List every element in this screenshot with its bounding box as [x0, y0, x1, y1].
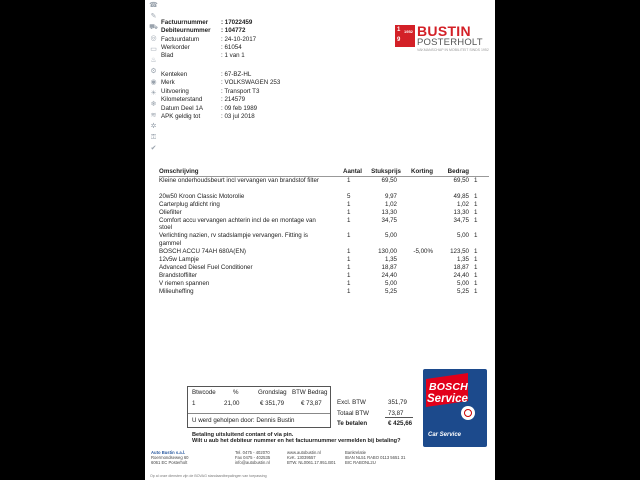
vat-base-value: € 351,79 — [260, 400, 285, 407]
served-by: U werd geholpen door: Dennis Bustin — [192, 417, 295, 424]
item-unit-price: 130,00 — [378, 247, 397, 255]
company-logo — [395, 23, 493, 59]
mileage-value: : 214579 — [221, 96, 246, 103]
battery-icon: ▭ — [150, 46, 157, 53]
item-description: V riemen spannen — [159, 279, 210, 287]
item-amount: 5,25 — [456, 287, 469, 295]
bosch-brand: BOSCH — [429, 381, 468, 393]
item-unit-price: 5,00 — [384, 279, 397, 287]
table-row — [159, 288, 489, 296]
total-vat-value: 73,87 — [388, 409, 404, 417]
item-quantity: 1 — [347, 271, 351, 279]
table-row — [159, 193, 489, 201]
license-plate-label: Kenteken — [161, 70, 188, 78]
footer-fax: Fax 0475 - 402535 — [235, 455, 271, 460]
footer-phone: Tel. 0475 - 402070 — [235, 450, 270, 455]
item-description: Kleine onderhoudsbeurt incl vervangen van brandstof filter — [159, 177, 319, 184]
check-icon: ✔ — [150, 145, 157, 152]
item-rows — [159, 177, 489, 296]
item-vat-code: 1 — [474, 177, 478, 184]
excl-vat-label: Excl. BTW — [337, 399, 366, 406]
item-description: Oliefilter — [159, 208, 182, 216]
logo-city: POSTERHOLT — [417, 37, 483, 48]
vat-code-value: 1 — [192, 400, 196, 407]
item-unit-price: 34,75 — [381, 216, 397, 224]
item-quantity: 1 — [347, 279, 351, 287]
item-quantity: 1 — [347, 177, 351, 184]
item-quantity: 1 — [347, 263, 351, 271]
item-unit-price: 9,97 — [384, 192, 397, 200]
item-vat-code: 1 — [474, 255, 478, 263]
work-order-value: : 61054 — [221, 43, 242, 51]
footer-company-city: 6061 EC Posterholt — [151, 460, 188, 465]
footer-bic: BIC RABONL2U — [345, 460, 376, 465]
table-row — [159, 280, 489, 288]
item-description: Milieuheffing — [159, 287, 194, 295]
header-amount: Bedrag — [447, 168, 469, 175]
footer-iban: IBAN NL51 RABO 0113 5651 31 — [345, 455, 406, 460]
item-quantity: 1 — [347, 287, 351, 295]
item-amount: 1,02 — [456, 200, 469, 208]
totals-underline — [385, 417, 413, 418]
registration-date-value: : 09 feb 1989 — [221, 104, 258, 112]
vat-code-header: Btwcode — [192, 389, 216, 396]
item-vat-code: 1 — [474, 287, 478, 295]
item-description: Carterplug afdicht ring — [159, 200, 220, 208]
aircon-icon: ❄ — [150, 101, 157, 108]
footer-company-street: Roermondseweg 60 — [151, 455, 189, 460]
item-description: 20w50 Kroon Classic Motorolie — [159, 192, 245, 200]
bosch-car-service: Car Service — [428, 432, 462, 438]
item-amount: 13,30 — [453, 208, 469, 216]
items-table — [159, 168, 489, 296]
key-icon: ⚿ — [150, 134, 157, 141]
item-vat-code: 1 — [474, 192, 478, 200]
footer-website: www.autobustin.nl — [287, 450, 321, 455]
light-icon: ☀ — [150, 90, 157, 97]
item-amount: 123,50 — [450, 247, 469, 255]
invoice-date-label: Factuurdatum — [161, 35, 200, 43]
item-quantity: 5 — [347, 192, 351, 200]
vat-amount-header: BTW Bedrag — [292, 389, 328, 396]
item-vat-code: 1 — [474, 200, 478, 208]
item-vat-code: 1 — [474, 208, 478, 216]
table-row — [159, 272, 489, 280]
item-unit-price: 1,02 — [384, 200, 397, 208]
footer-contact — [235, 450, 270, 465]
item-unit-price: 69,50 — [381, 177, 397, 184]
table-row — [159, 232, 489, 248]
excl-vat-value: 351,79 — [388, 399, 407, 406]
oil-icon: ♨ — [150, 57, 157, 64]
header-quantity: Aantal — [343, 168, 362, 175]
item-vat-code: 1 — [474, 271, 478, 279]
item-vat-code: 1 — [474, 247, 478, 255]
item-description: Advanced Diesel Fuel Conditioner — [159, 263, 253, 271]
vat-amount-value: € 73,87 — [301, 400, 322, 407]
item-quantity: 1 — [347, 255, 351, 263]
item-vat-code: 1 — [474, 216, 478, 224]
total-vat-label: Totaal BTW — [337, 409, 369, 417]
item-vat-code: 1 — [474, 232, 478, 239]
car-icon: ⛟ — [149, 24, 158, 31]
license-plate-value: : 67-BZ-HL — [221, 70, 252, 78]
invoice-page — [145, 0, 495, 480]
footer-terms-note: Op al onze diensten zijn de BOVAG standaardbepalingen van toepassing — [150, 474, 267, 478]
amount-due-value: € 425,66 — [388, 419, 413, 427]
item-unit-price: 5,25 — [384, 287, 397, 295]
item-quantity: 1 — [347, 208, 351, 216]
item-amount: 24,40 — [453, 271, 469, 279]
page-count-value: : 1 van 1 — [221, 51, 245, 59]
item-unit-price: 18,87 — [381, 263, 397, 271]
footer-web — [287, 450, 336, 465]
item-vat-code: 1 — [474, 279, 478, 287]
logo-mark-icon: 1 1952 9 — [395, 25, 415, 47]
brake-icon: ◉ — [150, 79, 157, 86]
page-count-label: Blad — [161, 51, 174, 59]
invoice-number-value: : 17022459 — [221, 19, 253, 26]
invoice-number-label: Factuurnummer — [161, 19, 209, 26]
header-unit-price: Stuksprijs — [371, 168, 401, 175]
item-amount: 5,00 — [456, 232, 469, 239]
item-quantity: 1 — [347, 232, 351, 239]
footer-bank-title: Bankrelatie — [345, 450, 366, 455]
table-row — [159, 264, 489, 272]
footer-btw: BTW. NL0061.17.951.B01 — [287, 460, 336, 465]
vat-pct-value: 21,00 — [224, 400, 240, 407]
item-amount: 5,00 — [456, 279, 469, 287]
debtor-number-label: Debiteurnummer — [161, 27, 211, 34]
item-amount: 49,85 — [453, 192, 469, 200]
footer-company — [151, 450, 188, 465]
item-amount: 34,75 — [453, 216, 469, 224]
work-order-label: Werkorder — [161, 43, 190, 51]
vat-pct-header: % — [233, 389, 239, 396]
footer-bank — [345, 450, 405, 465]
vat-divider — [188, 413, 330, 414]
item-amount: 1,35 — [456, 255, 469, 263]
apk-valid-label: APK geldig tot — [161, 113, 201, 120]
item-quantity: 1 — [347, 216, 351, 224]
item-amount: 18,87 — [453, 263, 469, 271]
table-row — [159, 217, 489, 233]
item-quantity: 1 — [347, 200, 351, 208]
phone-icon: ☎ — [149, 2, 158, 9]
header-description: Omschrijving — [159, 168, 199, 175]
item-vat-code: 1 — [474, 263, 478, 271]
amount-due-label: Te betalen — [337, 419, 368, 427]
item-description: 12v5w Lampje — [159, 255, 199, 263]
model-value: : Transport T3 — [221, 87, 260, 95]
table-row — [159, 256, 489, 264]
item-amount: 69,50 — [453, 177, 469, 184]
gear-icon: ✲ — [150, 123, 157, 130]
model-label: Uitvoering — [161, 87, 189, 95]
table-row — [159, 209, 489, 217]
bosch-service-word: Service — [427, 393, 468, 405]
header-discount: Korting — [411, 168, 433, 175]
logo-tagline: VAKMANSCHAP IN MOBILITEIT SINDS 1952 — [417, 48, 489, 52]
item-unit-price: 24,40 — [381, 271, 397, 279]
table-row — [159, 177, 489, 193]
item-unit-price: 13,30 — [381, 208, 397, 216]
table-header — [159, 168, 489, 177]
engine-icon: ⚙ — [150, 68, 157, 75]
icon-strip — [147, 0, 161, 160]
table-row — [159, 201, 489, 209]
footer-company-name: Auto Bustin s.a.l. — [151, 450, 186, 455]
payment-note-2: Wilt u aub het debiteur nummer en het factuurnummer vermelden bij betaling? — [192, 438, 401, 444]
mileage-label: Kilometerstand — [161, 96, 203, 103]
logo-name: BUSTIN — [417, 23, 471, 39]
table-row — [159, 248, 489, 256]
payment-note-1: Betaling uitsluitend contant of via pin. — [192, 431, 294, 438]
item-unit-price: 1,35 — [384, 255, 397, 263]
wrench-icon: ✎ — [150, 13, 157, 20]
vat-base-header: Grondslag — [258, 389, 287, 396]
item-description: Verlichting nazien, rv stadslampje vervangen. Fitting is gammel — [159, 232, 308, 247]
item-description: BOSCH ACCU 74AH 680A(EN) — [159, 247, 246, 255]
make-label: Merk — [161, 79, 175, 86]
item-quantity: 1 — [347, 247, 351, 255]
apk-valid-value: : 03 jul 2018 — [221, 113, 255, 120]
item-description: Comfort accu vervangen achterin incl de en montage van stoel — [159, 216, 316, 232]
footer-kvk: KvK. 13039557 — [287, 455, 316, 460]
tire-icon: ◎ — [150, 35, 157, 42]
registration-date-label: Datum Deel 1A — [161, 104, 203, 112]
exhaust-icon: ≋ — [150, 112, 157, 119]
vat-summary-box — [187, 386, 331, 428]
invoice-date-value: : 24-10-2017 — [221, 35, 257, 43]
item-unit-price: 5,00 — [384, 232, 397, 239]
footer-email: info@autobustin.nl — [235, 460, 270, 465]
item-discount: -5,00% — [413, 247, 433, 255]
bosch-emblem-icon — [461, 406, 475, 420]
item-description: Brandstoffilter — [159, 271, 198, 279]
debtor-number-value: : 104772 — [221, 27, 246, 34]
make-value: : VOLKSWAGEN 253 — [221, 79, 281, 86]
bosch-service-badge — [423, 369, 487, 447]
